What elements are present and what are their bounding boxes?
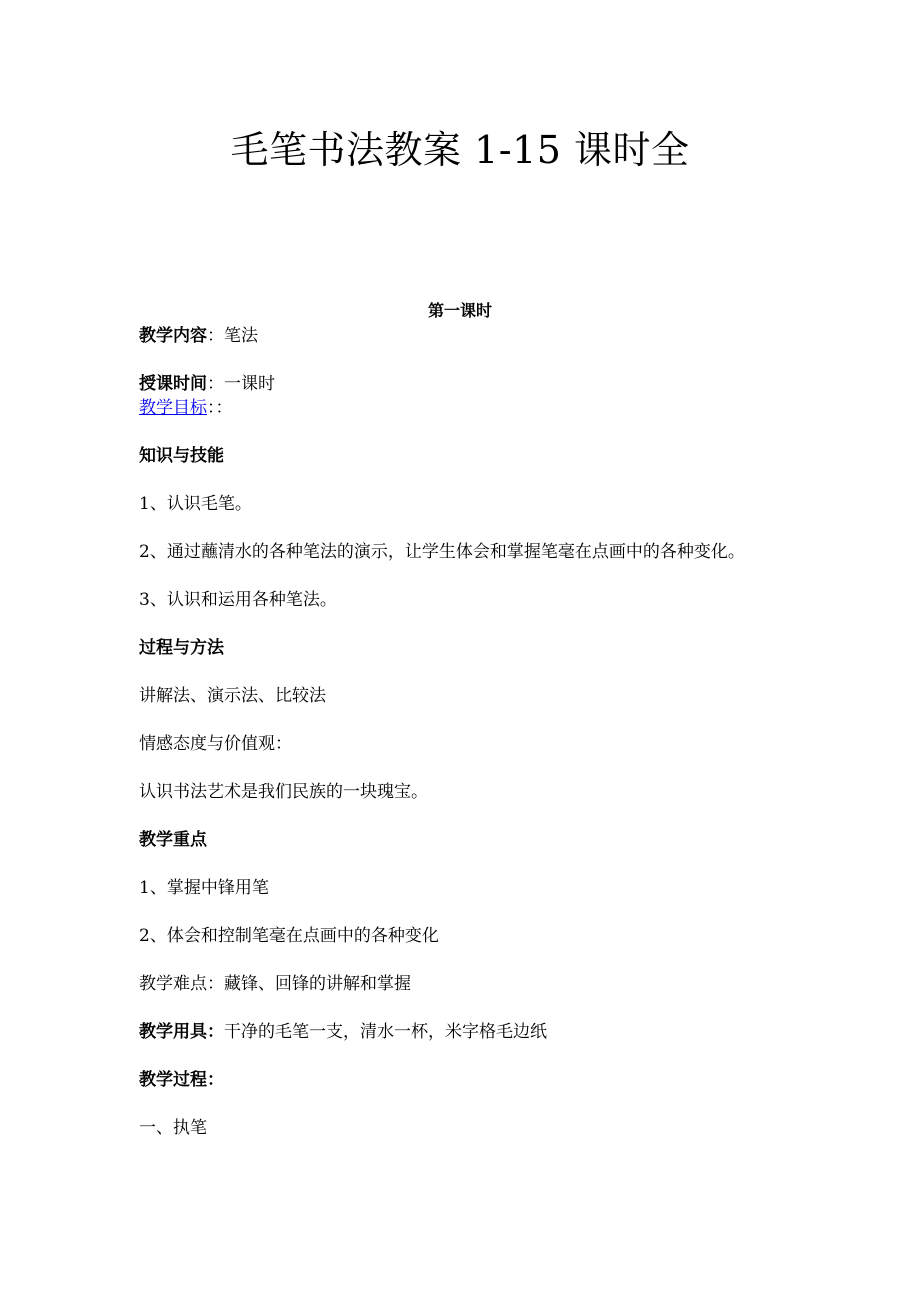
knowledge-item-1: 1、认识毛笔。 bbox=[139, 494, 252, 514]
emotion-text: 认识书法艺术是我们民族的一块瑰宝。 bbox=[139, 782, 428, 802]
objective-line bbox=[139, 396, 233, 420]
section-knowledge: 知识与技能 bbox=[139, 446, 224, 466]
knowledge-item-3: 3、认识和运用各种笔法。 bbox=[139, 590, 337, 610]
time-label: 授课时间 bbox=[139, 374, 207, 394]
document-title: 毛笔书法教案 1-15 课时全 bbox=[230, 128, 690, 172]
tools-line bbox=[139, 1020, 547, 1044]
content-line bbox=[139, 324, 258, 348]
key-point-1: 1、掌握中锋用笔 bbox=[139, 878, 269, 898]
process-text: 讲解法、演示法、比较法 bbox=[139, 686, 326, 706]
time-value: ：一课时 bbox=[207, 374, 275, 394]
difficulty-line: 教学难点：藏锋、回锋的讲解和掌握 bbox=[139, 974, 411, 994]
lesson-heading: 第一课时 bbox=[427, 301, 492, 320]
objective-link[interactable]: 教学目标 bbox=[139, 398, 207, 418]
section-key-points: 教学重点 bbox=[139, 830, 207, 850]
time-line bbox=[139, 372, 275, 396]
content-label: 教学内容 bbox=[139, 326, 207, 346]
objective-suffix: ：： bbox=[207, 398, 233, 418]
key-point-2: 2、体会和控制笔毫在点画中的各种变化 bbox=[139, 926, 439, 946]
content-value: ：笔法 bbox=[207, 326, 258, 346]
tools-label: 教学用具： bbox=[139, 1022, 224, 1042]
section-procedure: 教学过程： bbox=[139, 1070, 224, 1090]
knowledge-item-2: 2、通过蘸清水的各种笔法的演示，让学生体会和掌握笔毫在点画中的各种变化。 bbox=[139, 542, 745, 562]
emotion-label: 情感态度与价值观： bbox=[139, 734, 292, 754]
tools-value: 干净的毛笔一支，清水一杯，米字格毛边纸 bbox=[224, 1022, 547, 1042]
procedure-step-1: 一、执笔 bbox=[139, 1118, 207, 1138]
section-process: 过程与方法 bbox=[139, 638, 224, 658]
